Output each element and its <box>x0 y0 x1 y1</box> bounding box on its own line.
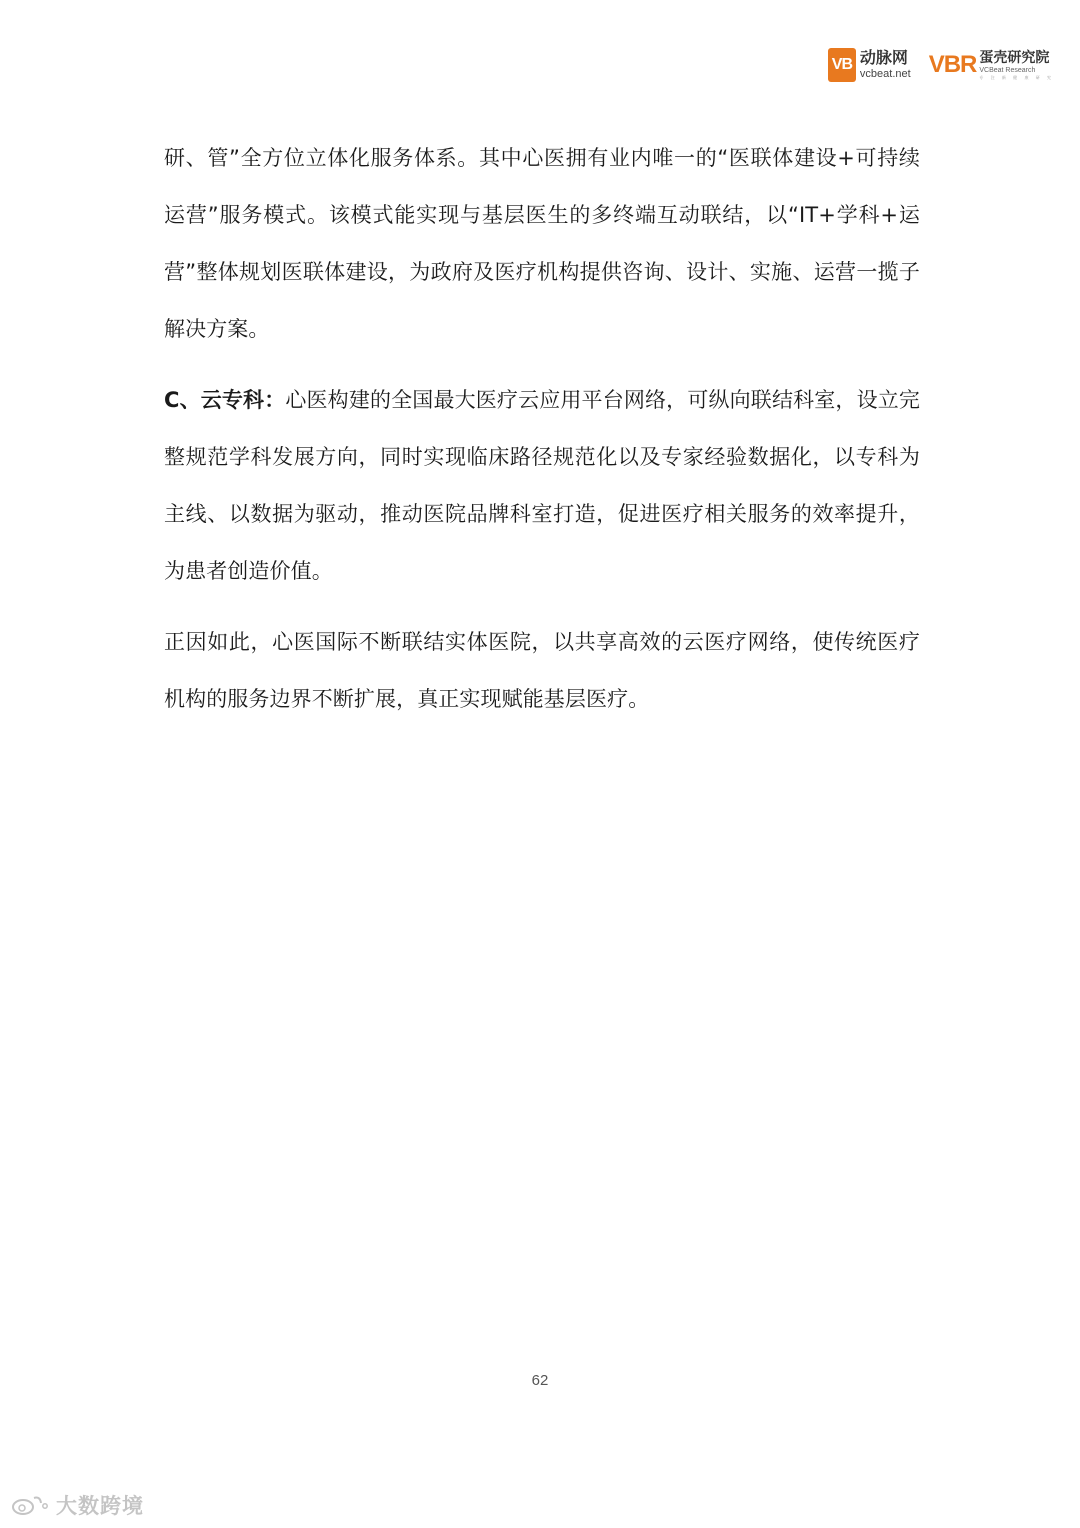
watermark <box>10 1490 144 1520</box>
page-number: 62 <box>531 1372 549 1389</box>
vbr-logo-name: 蛋壳研究院 <box>979 49 1050 66</box>
document-body <box>164 130 920 728</box>
vcbeat-research-logo <box>929 51 1054 80</box>
page-header <box>828 44 1054 86</box>
vb-logo-name: 动脉网 <box>859 48 908 67</box>
paragraph-2-text: 心医构建的全国最大医疗云应用平台网络，可纵向联结科室，设立完整规范学科发展方向，同时实现临床路径规范化以及专家经验数据化，以专科为主线、以数据为驱动，推动医院品牌科室打造，促进医疗相关服务的效率提升，为患者创造价值。 <box>164 388 921 583</box>
paragraph-2 <box>164 372 920 600</box>
vbr-logo-text <box>979 51 1054 80</box>
paragraph-3: 正因如此，心医国际不断联结实体医院，以共享高效的云医疗网络，使传统医疗机构的服务边界不断扩展，真正实现赋能基层医疗。 <box>164 630 920 711</box>
vbr-logo-tagline: 专 注 新 健 康 研 究 <box>979 74 1054 80</box>
vbr-logo-sub: VCBeat Research <box>979 66 1036 74</box>
weibo-icon <box>10 1494 50 1516</box>
vb-logo-url: vcbeat.net <box>859 68 911 80</box>
vb-logo-text <box>860 50 911 80</box>
section-label-cloud-specialty: C、云专科： <box>164 388 286 412</box>
vcbeat-logo <box>828 48 911 82</box>
vb-logo-mark: VB <box>828 48 856 82</box>
watermark-text: 大数跨境 <box>56 1494 144 1518</box>
paragraph-1: 研、管”全方位立体化服务体系。其中心医拥有业内唯一的“医联体建设+可持续运营”服务模式。该模式能实现与基层医生的多终端互动联结，以“IT+学科+运营”整体规划医联体建设，为政府及医疗机构提供咨询、设计、实施、运营一揽子解决方案。 <box>164 146 920 341</box>
vbr-logo-mark: VBR <box>928 51 977 78</box>
